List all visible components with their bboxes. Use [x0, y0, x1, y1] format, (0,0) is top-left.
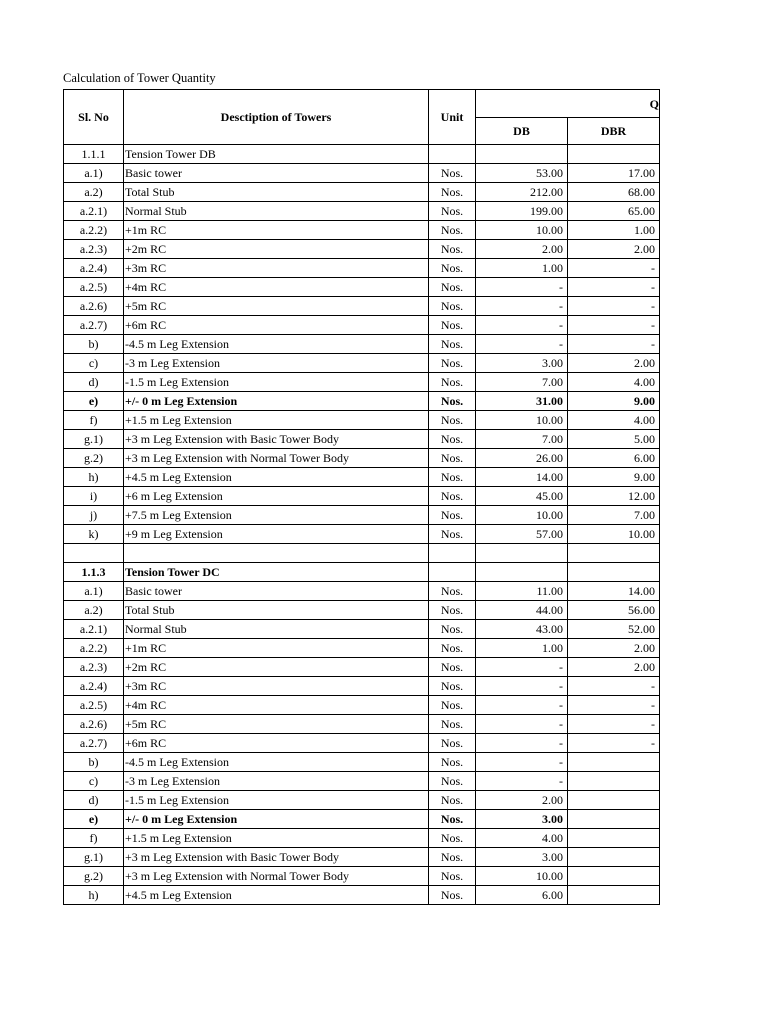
cell-sl-no: a.2.5)	[64, 696, 124, 715]
cell-dbr: 2.00	[568, 354, 660, 373]
cell-dbr: -	[568, 278, 660, 297]
cell-unit: Nos.	[429, 411, 476, 430]
table-row	[64, 145, 660, 164]
cell-description: +/- 0 m Leg Extension	[124, 810, 429, 829]
cell-dbr: 4.00	[568, 411, 660, 430]
cell-sl-no: a.2.2)	[64, 639, 124, 658]
cell-unit: Nos.	[429, 810, 476, 829]
table-row	[64, 221, 660, 240]
cell-description: +5m RC	[124, 715, 429, 734]
cell-dbr: 68.00	[568, 183, 660, 202]
cell-description: +4.5 m Leg Extension	[124, 886, 429, 905]
cell-db: 1.00	[476, 259, 568, 278]
header-sl-no: Sl. No	[64, 90, 124, 145]
table-row	[64, 810, 660, 829]
cell-db: 6.00	[476, 886, 568, 905]
table-row	[64, 582, 660, 601]
cell-unit: Nos.	[429, 316, 476, 335]
cell-sl-no: b)	[64, 335, 124, 354]
cell-description: +3 m Leg Extension with Normal Tower Body	[124, 867, 429, 886]
cell-description: Total Stub	[124, 183, 429, 202]
cell-sl-no: a.2)	[64, 183, 124, 202]
cell-unit: Nos.	[429, 506, 476, 525]
cell-unit: Nos.	[429, 886, 476, 905]
cell-sl-no: a.2.4)	[64, 259, 124, 278]
cell-dbr: 4.00	[568, 373, 660, 392]
cell-unit: Nos.	[429, 278, 476, 297]
cell-dbr: 10.00	[568, 525, 660, 544]
cell-dbr: 2.00	[568, 240, 660, 259]
cell-dbr	[568, 145, 660, 164]
cell-db: -	[476, 316, 568, 335]
cell-unit: Nos.	[429, 487, 476, 506]
table-row	[64, 278, 660, 297]
cell-description: Tension Tower DC	[124, 563, 429, 582]
cell-unit: Nos.	[429, 772, 476, 791]
table-row	[64, 240, 660, 259]
cell-sl-no: c)	[64, 354, 124, 373]
cell-db: 31.00	[476, 392, 568, 411]
cell-db: -	[476, 335, 568, 354]
cell-sl-no: a.2.4)	[64, 677, 124, 696]
cell-unit: Nos.	[429, 753, 476, 772]
cell-dbr	[568, 886, 660, 905]
table-row	[64, 715, 660, 734]
cell-dbr: 1.00	[568, 221, 660, 240]
cell-description: +3m RC	[124, 677, 429, 696]
table-row	[64, 658, 660, 677]
table-row	[64, 259, 660, 278]
cell-dbr: 7.00	[568, 506, 660, 525]
cell-sl-no: a.2.7)	[64, 316, 124, 335]
cell-db: 212.00	[476, 183, 568, 202]
table-row	[64, 620, 660, 639]
cell-sl-no: c)	[64, 772, 124, 791]
cell-sl-no: d)	[64, 791, 124, 810]
cell-dbr: -	[568, 734, 660, 753]
cell-dbr: -	[568, 715, 660, 734]
cell-db: 199.00	[476, 202, 568, 221]
cell-description: +6m RC	[124, 734, 429, 753]
cell-description: +6m RC	[124, 316, 429, 335]
cell-unit: Nos.	[429, 677, 476, 696]
cell-dbr: 12.00	[568, 487, 660, 506]
cell-sl-no: f)	[64, 411, 124, 430]
cell-sl-no: a.2.3)	[64, 658, 124, 677]
table-row	[64, 316, 660, 335]
cell-sl-no: 1.1.1	[64, 145, 124, 164]
cell-dbr	[568, 544, 660, 563]
cell-dbr	[568, 791, 660, 810]
cell-unit: Nos.	[429, 829, 476, 848]
cell-db: 57.00	[476, 525, 568, 544]
cell-description: +2m RC	[124, 240, 429, 259]
cell-description: +9 m Leg Extension	[124, 525, 429, 544]
cell-sl-no: a.2.7)	[64, 734, 124, 753]
cell-sl-no: b)	[64, 753, 124, 772]
table-row	[64, 734, 660, 753]
cell-unit: Nos.	[429, 259, 476, 278]
cell-description: Normal Stub	[124, 620, 429, 639]
cell-description: -4.5 m Leg Extension	[124, 335, 429, 354]
cell-db: 3.00	[476, 354, 568, 373]
cell-sl-no: a.2.6)	[64, 297, 124, 316]
cell-description: +7.5 m Leg Extension	[124, 506, 429, 525]
cell-unit: Nos.	[429, 183, 476, 202]
cell-dbr: -	[568, 316, 660, 335]
table-row	[64, 677, 660, 696]
table-row	[64, 829, 660, 848]
cell-description: -4.5 m Leg Extension	[124, 753, 429, 772]
cell-sl-no: a.2.2)	[64, 221, 124, 240]
table-row	[64, 164, 660, 183]
cell-unit: Nos.	[429, 848, 476, 867]
cell-db: 10.00	[476, 411, 568, 430]
header-db: DB	[476, 118, 568, 145]
cell-description: Normal Stub	[124, 202, 429, 221]
cell-description: +6 m Leg Extension	[124, 487, 429, 506]
cell-dbr	[568, 810, 660, 829]
table-row	[64, 525, 660, 544]
cell-sl-no: 1.1.3	[64, 563, 124, 582]
table-row	[64, 430, 660, 449]
cell-unit: Nos.	[429, 791, 476, 810]
cell-db: -	[476, 772, 568, 791]
cell-dbr	[568, 772, 660, 791]
cell-db: 26.00	[476, 449, 568, 468]
cell-db: -	[476, 696, 568, 715]
cell-unit: Nos.	[429, 449, 476, 468]
cell-sl-no: k)	[64, 525, 124, 544]
table-row	[64, 867, 660, 886]
cell-unit: Nos.	[429, 696, 476, 715]
cell-sl-no: i)	[64, 487, 124, 506]
cell-db: 2.00	[476, 791, 568, 810]
cell-unit: Nos.	[429, 164, 476, 183]
cell-dbr: -	[568, 259, 660, 278]
cell-description: +1.5 m Leg Extension	[124, 411, 429, 430]
cell-db: 10.00	[476, 506, 568, 525]
cell-unit: Nos.	[429, 867, 476, 886]
cell-db: 10.00	[476, 221, 568, 240]
cell-description: +3 m Leg Extension with Basic Tower Body	[124, 848, 429, 867]
cell-description: -3 m Leg Extension	[124, 354, 429, 373]
table-row	[64, 753, 660, 772]
cell-unit: Nos.	[429, 468, 476, 487]
tower-quantity-table	[63, 89, 660, 905]
cell-dbr: -	[568, 335, 660, 354]
table-row	[64, 506, 660, 525]
cell-unit: Nos.	[429, 715, 476, 734]
cell-db: 7.00	[476, 373, 568, 392]
document-title: Calculation of Tower Quantity	[63, 71, 216, 85]
table-row	[64, 392, 660, 411]
table-row	[64, 411, 660, 430]
cell-description: -3 m Leg Extension	[124, 772, 429, 791]
table-row	[64, 791, 660, 810]
cell-db: -	[476, 734, 568, 753]
table-row	[64, 183, 660, 202]
cell-dbr: -	[568, 696, 660, 715]
table-row	[64, 886, 660, 905]
header-dbr: DBR	[568, 118, 660, 145]
cell-unit: Nos.	[429, 354, 476, 373]
cell-unit	[429, 544, 476, 563]
table-row	[64, 639, 660, 658]
cell-sl-no: h)	[64, 886, 124, 905]
cell-unit: Nos.	[429, 582, 476, 601]
cell-dbr: 6.00	[568, 449, 660, 468]
cell-sl-no: a.2.1)	[64, 620, 124, 639]
cell-db	[476, 563, 568, 582]
cell-sl-no: j)	[64, 506, 124, 525]
table-row	[64, 373, 660, 392]
cell-dbr	[568, 848, 660, 867]
header-quantity: Q	[476, 90, 660, 118]
cell-description: Basic tower	[124, 582, 429, 601]
cell-db: 7.00	[476, 430, 568, 449]
cell-db: -	[476, 297, 568, 316]
cell-unit: Nos.	[429, 202, 476, 221]
cell-unit	[429, 145, 476, 164]
table-row	[64, 468, 660, 487]
cell-sl-no: a.2.5)	[64, 278, 124, 297]
cell-description: Tension Tower DB	[124, 145, 429, 164]
cell-db: 1.00	[476, 639, 568, 658]
cell-dbr: 9.00	[568, 392, 660, 411]
cell-db: 3.00	[476, 810, 568, 829]
cell-sl-no: a.2)	[64, 601, 124, 620]
cell-sl-no: a.1)	[64, 164, 124, 183]
cell-unit: Nos.	[429, 525, 476, 544]
cell-db: 45.00	[476, 487, 568, 506]
table-row	[64, 449, 660, 468]
cell-db: -	[476, 658, 568, 677]
cell-dbr: 9.00	[568, 468, 660, 487]
cell-dbr: 17.00	[568, 164, 660, 183]
cell-dbr: 2.00	[568, 658, 660, 677]
cell-description: +4m RC	[124, 278, 429, 297]
table-row	[64, 601, 660, 620]
cell-db: 2.00	[476, 240, 568, 259]
cell-sl-no: g.1)	[64, 848, 124, 867]
cell-sl-no: a.2.6)	[64, 715, 124, 734]
tower-quantity-sheet	[63, 89, 659, 905]
cell-db: -	[476, 677, 568, 696]
cell-dbr	[568, 753, 660, 772]
cell-db: 11.00	[476, 582, 568, 601]
cell-unit: Nos.	[429, 734, 476, 753]
cell-unit: Nos.	[429, 601, 476, 620]
cell-unit: Nos.	[429, 430, 476, 449]
cell-sl-no: g.2)	[64, 449, 124, 468]
table-row	[64, 848, 660, 867]
cell-unit: Nos.	[429, 639, 476, 658]
table-body	[64, 145, 660, 905]
cell-db: 3.00	[476, 848, 568, 867]
cell-description: +/- 0 m Leg Extension	[124, 392, 429, 411]
cell-db	[476, 145, 568, 164]
cell-sl-no: a.1)	[64, 582, 124, 601]
cell-dbr	[568, 829, 660, 848]
cell-description: Basic tower	[124, 164, 429, 183]
cell-description	[124, 544, 429, 563]
cell-sl-no: e)	[64, 392, 124, 411]
cell-unit	[429, 563, 476, 582]
cell-dbr: 56.00	[568, 601, 660, 620]
cell-db: 44.00	[476, 601, 568, 620]
cell-description: +1m RC	[124, 639, 429, 658]
cell-unit: Nos.	[429, 620, 476, 639]
cell-description: +2m RC	[124, 658, 429, 677]
cell-sl-no: g.2)	[64, 867, 124, 886]
cell-sl-no	[64, 544, 124, 563]
cell-description: -1.5 m Leg Extension	[124, 373, 429, 392]
cell-sl-no: a.2.3)	[64, 240, 124, 259]
cell-unit: Nos.	[429, 373, 476, 392]
cell-dbr: 52.00	[568, 620, 660, 639]
cell-db: -	[476, 753, 568, 772]
cell-db: -	[476, 278, 568, 297]
cell-db: 4.00	[476, 829, 568, 848]
cell-dbr	[568, 867, 660, 886]
cell-unit: Nos.	[429, 335, 476, 354]
table-row	[64, 696, 660, 715]
header-unit: Unit	[429, 90, 476, 145]
cell-sl-no: a.2.1)	[64, 202, 124, 221]
cell-description: +5m RC	[124, 297, 429, 316]
cell-unit: Nos.	[429, 392, 476, 411]
table-row	[64, 563, 660, 582]
table-row	[64, 297, 660, 316]
table-row	[64, 202, 660, 221]
cell-sl-no: d)	[64, 373, 124, 392]
cell-db: 53.00	[476, 164, 568, 183]
cell-db: 10.00	[476, 867, 568, 886]
cell-sl-no: f)	[64, 829, 124, 848]
cell-description: Total Stub	[124, 601, 429, 620]
cell-db	[476, 544, 568, 563]
cell-dbr: 14.00	[568, 582, 660, 601]
cell-sl-no: e)	[64, 810, 124, 829]
cell-dbr: 65.00	[568, 202, 660, 221]
table-row	[64, 544, 660, 563]
cell-description: +3 m Leg Extension with Normal Tower Body	[124, 449, 429, 468]
table-row	[64, 487, 660, 506]
table-row	[64, 772, 660, 791]
cell-db: -	[476, 715, 568, 734]
table-row	[64, 354, 660, 373]
cell-unit: Nos.	[429, 221, 476, 240]
cell-description: +3m RC	[124, 259, 429, 278]
table-row	[64, 335, 660, 354]
cell-description: +1m RC	[124, 221, 429, 240]
cell-sl-no: g.1)	[64, 430, 124, 449]
cell-unit: Nos.	[429, 658, 476, 677]
cell-db: 14.00	[476, 468, 568, 487]
cell-description: -1.5 m Leg Extension	[124, 791, 429, 810]
cell-sl-no: h)	[64, 468, 124, 487]
cell-description: +1.5 m Leg Extension	[124, 829, 429, 848]
cell-description: +3 m Leg Extension with Basic Tower Body	[124, 430, 429, 449]
cell-description: +4.5 m Leg Extension	[124, 468, 429, 487]
cell-dbr: -	[568, 297, 660, 316]
cell-dbr: 2.00	[568, 639, 660, 658]
cell-unit: Nos.	[429, 297, 476, 316]
cell-dbr: 5.00	[568, 430, 660, 449]
cell-dbr	[568, 563, 660, 582]
cell-unit: Nos.	[429, 240, 476, 259]
cell-db: 43.00	[476, 620, 568, 639]
cell-description: +4m RC	[124, 696, 429, 715]
header-description: Desctiption of Towers	[124, 90, 429, 145]
cell-dbr: -	[568, 677, 660, 696]
